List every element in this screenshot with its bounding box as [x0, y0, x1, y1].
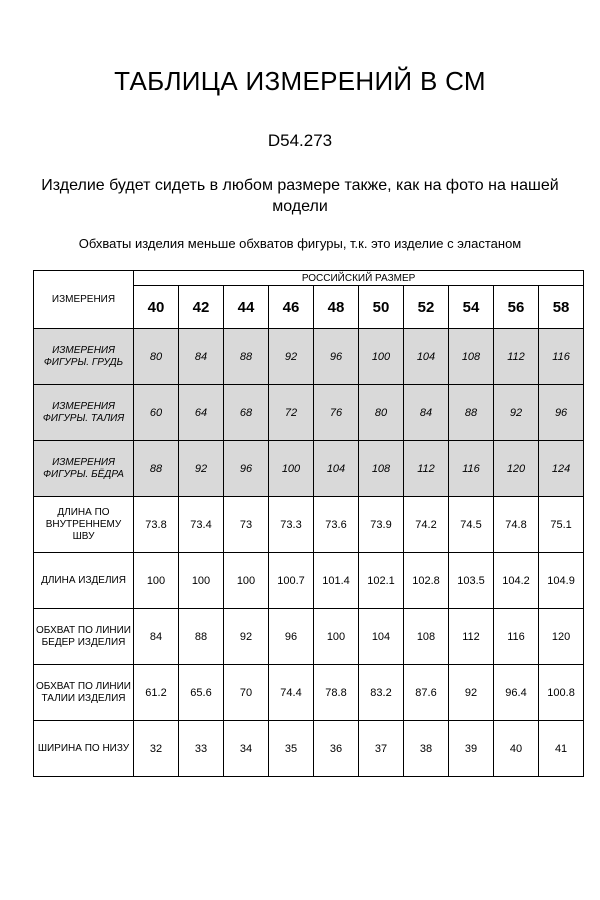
table-row: [34, 665, 584, 721]
table-cell: 100: [224, 553, 269, 609]
table-cell: 100: [179, 553, 224, 609]
row-label: ДЛИНА ПО ВНУТРЕННЕМУ ШВУ: [34, 497, 134, 553]
fit-description: Изделие будет сидеть в любом размере также, как на фото на нашей модели: [41, 177, 559, 215]
table-cell: 38: [404, 721, 449, 777]
table-cell: 83.2: [359, 665, 404, 721]
table-cell: 74.5: [449, 497, 494, 553]
table-cell: 88: [179, 609, 224, 665]
table-cell: 40: [494, 721, 539, 777]
row-label: ОБХВАТ ПО ЛИНИИ ТАЛИИ ИЗДЕЛИЯ: [34, 665, 134, 721]
table-cell: 68: [224, 385, 269, 441]
table-cell: 37: [359, 721, 404, 777]
table-cell: 100: [314, 609, 359, 665]
table-cell: 88: [449, 385, 494, 441]
table-cell: 96: [269, 609, 314, 665]
row-label: ШИРИНА ПО НИЗУ: [34, 721, 134, 777]
table-cell: 102.8: [404, 553, 449, 609]
size-column-header: 42: [179, 286, 224, 329]
table-cell: 60: [134, 385, 179, 441]
table-cell: 84: [134, 609, 179, 665]
size-column-header: 48: [314, 286, 359, 329]
table-cell: 32: [134, 721, 179, 777]
table-cell: 100: [359, 329, 404, 385]
table-cell: 80: [359, 385, 404, 441]
table-cell: 112: [404, 441, 449, 497]
table-cell: 88: [134, 441, 179, 497]
table-cell: 108: [449, 329, 494, 385]
table-cell: 92: [224, 609, 269, 665]
size-column-header: 56: [494, 286, 539, 329]
table-cell: 104: [404, 329, 449, 385]
table-cell: 100: [134, 553, 179, 609]
table-cell: 108: [359, 441, 404, 497]
table-cell: 70: [224, 665, 269, 721]
table-cell: 92: [494, 385, 539, 441]
table-row: [34, 329, 584, 385]
table-cell: 73.3: [269, 497, 314, 553]
size-column-header: 54: [449, 286, 494, 329]
table-cell: 96: [314, 329, 359, 385]
table-cell: 73.6: [314, 497, 359, 553]
size-column-header: 40: [134, 286, 179, 329]
table-row: [34, 553, 584, 609]
table-cell: 73: [224, 497, 269, 553]
size-column-header: 46: [269, 286, 314, 329]
table-cell: 100.8: [539, 665, 584, 721]
table-cell: 84: [179, 329, 224, 385]
table-cell: 64: [179, 385, 224, 441]
table-cell: 36: [314, 721, 359, 777]
table-cell: 65.6: [179, 665, 224, 721]
size-column-header: 52: [404, 286, 449, 329]
table-cell: 101.4: [314, 553, 359, 609]
table-cell: 104: [359, 609, 404, 665]
table-cell: 96.4: [494, 665, 539, 721]
russian-size-header: РОССИЙСКИЙ РАЗМЕР: [134, 271, 584, 286]
table-cell: 92: [269, 329, 314, 385]
table-cell: 80: [134, 329, 179, 385]
table-cell: 102.1: [359, 553, 404, 609]
row-label: ИЗМЕРЕНИЯ ФИГУРЫ. ТАЛИЯ: [34, 385, 134, 441]
elastane-note: Обхваты изделия меньше обхватов фигуры, т.к. это изделие с эластаном: [78, 236, 522, 251]
size-table: [33, 270, 584, 777]
table-cell: 116: [449, 441, 494, 497]
table-cell: 116: [539, 329, 584, 385]
measurements-header: ИЗМЕРЕНИЯ: [34, 271, 134, 329]
table-cell: 88: [224, 329, 269, 385]
table-cell: 39: [449, 721, 494, 777]
table-cell: 96: [224, 441, 269, 497]
table-cell: 74.4: [269, 665, 314, 721]
table-cell: 112: [449, 609, 494, 665]
table-cell: 84: [404, 385, 449, 441]
table-row: [34, 385, 584, 441]
table-cell: 103.5: [449, 553, 494, 609]
row-label: ДЛИНА ИЗДЕЛИЯ: [34, 553, 134, 609]
table-cell: 41: [539, 721, 584, 777]
table-cell: 100: [269, 441, 314, 497]
row-label: ИЗМЕРЕНИЯ ФИГУРЫ. БЁДРА: [34, 441, 134, 497]
row-label: ОБХВАТ ПО ЛИНИИ БЕДЕР ИЗДЕЛИЯ: [34, 609, 134, 665]
table-cell: 74.2: [404, 497, 449, 553]
size-header-row: [34, 271, 584, 286]
table-cell: 33: [179, 721, 224, 777]
table-cell: 92: [449, 665, 494, 721]
table-cell: 73.8: [134, 497, 179, 553]
size-column-header: 50: [359, 286, 404, 329]
table-cell: 78.8: [314, 665, 359, 721]
table-row: [34, 497, 584, 553]
product-code: D54.273: [267, 131, 333, 150]
table-cell: 116: [494, 609, 539, 665]
size-column-header: 58: [539, 286, 584, 329]
table-cell: 35: [269, 721, 314, 777]
table-cell: 75.1: [539, 497, 584, 553]
table-cell: 104.2: [494, 553, 539, 609]
table-row: [34, 721, 584, 777]
table-cell: 120: [494, 441, 539, 497]
table-cell: 104.9: [539, 553, 584, 609]
table-cell: 104: [314, 441, 359, 497]
size-column-header: 44: [224, 286, 269, 329]
row-label: ИЗМЕРЕНИЯ ФИГУРЫ. ГРУДЬ: [34, 329, 134, 385]
table-row: [34, 609, 584, 665]
table-row: [34, 441, 584, 497]
table-cell: 100.7: [269, 553, 314, 609]
table-cell: 61.2: [134, 665, 179, 721]
table-cell: 124: [539, 441, 584, 497]
table-cell: 72: [269, 385, 314, 441]
table-cell: 92: [179, 441, 224, 497]
table-cell: 74.8: [494, 497, 539, 553]
table-cell: 87.6: [404, 665, 449, 721]
table-cell: 96: [539, 385, 584, 441]
table-cell: 120: [539, 609, 584, 665]
table-cell: 108: [404, 609, 449, 665]
page-title: ТАБЛИЦА ИЗМЕРЕНИЙ В СМ: [114, 66, 486, 96]
table-cell: 76: [314, 385, 359, 441]
table-cell: 73.9: [359, 497, 404, 553]
table-cell: 73.4: [179, 497, 224, 553]
table-cell: 34: [224, 721, 269, 777]
table-cell: 112: [494, 329, 539, 385]
